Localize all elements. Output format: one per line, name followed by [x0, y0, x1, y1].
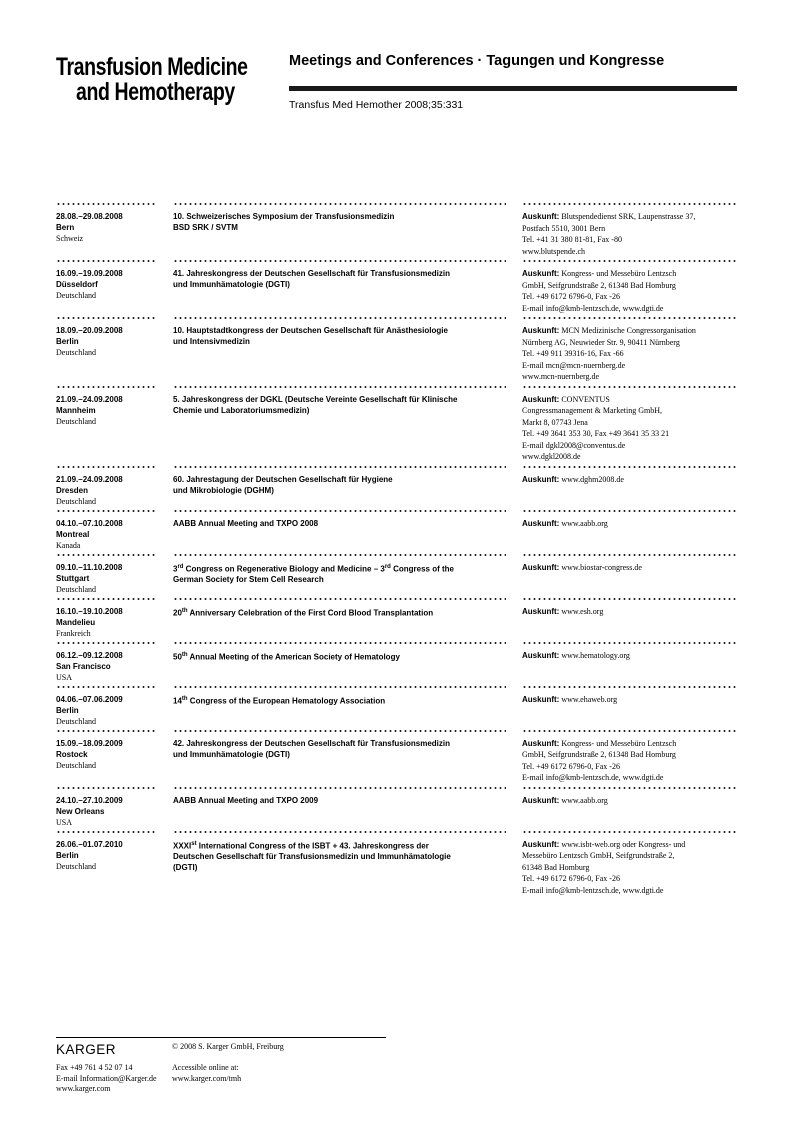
publisher-contact	[56, 1063, 157, 1095]
event-when-where	[56, 325, 173, 383]
publisher-logo: KARGER	[56, 1042, 117, 1057]
event-title-line: und Intensivmedizin	[173, 337, 250, 346]
event-row	[56, 260, 741, 317]
event-city: Stuttgart	[56, 573, 90, 583]
event-title-line: German Society for Stem Cell Research	[173, 575, 324, 585]
event-title	[173, 325, 522, 383]
event-when-where	[56, 839, 173, 897]
event-title-line: 14th Congress of the European Hematology Association	[173, 695, 386, 706]
dotted-separator	[173, 787, 506, 789]
event-row	[56, 686, 741, 730]
event-date: 21.09.–24.09.2008	[56, 394, 123, 404]
contact-text: www.hematology.org	[561, 650, 630, 660]
contact-line	[522, 562, 741, 574]
footer-info	[172, 1042, 284, 1084]
contact-text: MCN Medizinische Congressorganisation	[561, 326, 696, 335]
event-title	[173, 268, 522, 314]
dotted-separator	[522, 203, 738, 205]
contact-line: Tel. +49 6172 6796-0, Fax -26	[522, 761, 620, 771]
event-city: Montreal	[56, 529, 90, 539]
event-when-where	[56, 268, 173, 314]
event-contact	[522, 738, 741, 784]
contact-line: Tel. +49 3641 353 30, Fax +49 3641 35 33 21	[522, 429, 670, 438]
online-label: Accessible online at:	[172, 1063, 239, 1072]
contact-line: E-mail mcn@mcn-nuernberg.de	[522, 360, 626, 370]
event-title-line: 41. Jahreskongress der Deutschen Gesellschaft für Transfusionsmedizin	[173, 269, 450, 278]
dotted-separator	[173, 831, 506, 833]
contact-text: Kongress- und Messebüro Lentzsch	[561, 269, 677, 278]
event-title-line: 60. Jahrestagung der Deutschen Gesellschaft für Hygiene	[173, 474, 393, 484]
online-url[interactable]: www.karger.com/tmh	[172, 1073, 242, 1083]
event-title	[173, 650, 522, 683]
event-when-where	[56, 474, 173, 507]
event-contact	[522, 650, 741, 683]
dotted-separator	[522, 730, 738, 732]
event-city: Berlin	[56, 705, 79, 715]
event-contact	[522, 325, 741, 383]
event-contact	[522, 268, 741, 314]
event-country: Deutschland	[56, 348, 96, 357]
contact-line	[522, 606, 741, 618]
event-country: Deutschland	[56, 760, 96, 770]
event-row	[56, 317, 741, 386]
dotted-separator	[173, 260, 506, 262]
contact-line	[522, 694, 741, 706]
event-title-line: BSD SRK / SVTM	[173, 223, 238, 232]
contact-line	[522, 518, 741, 530]
dotted-separator	[522, 510, 738, 512]
event-row	[56, 642, 741, 686]
event-date: 24.10.–27.10.2009	[56, 795, 123, 805]
dotted-separator	[173, 730, 506, 732]
event-city: Mannheim	[56, 405, 96, 415]
dotted-separator	[522, 642, 738, 644]
event-row	[56, 203, 741, 260]
dotted-separator	[56, 466, 156, 468]
contact-line: Markt 8, 07743 Jena	[522, 417, 588, 427]
journal-logo	[56, 55, 276, 105]
contact-text: Kongress- und Messebüro Lentzsch	[561, 738, 677, 748]
dotted-separator	[56, 686, 156, 688]
contact-line	[522, 839, 741, 851]
citation: Transfus Med Hemother 2008;35:331	[289, 99, 464, 111]
contact-line: 61348 Bad Homburg	[522, 862, 590, 872]
event-contact	[522, 606, 741, 639]
dotted-separator	[522, 466, 738, 468]
logo-line-2: and Hemotherapy	[76, 78, 235, 106]
event-title-line: 10. Hauptstadtkongress der Deutschen Gesellschaft für Anästhesiologie	[173, 326, 448, 335]
dotted-separator	[173, 554, 506, 556]
footer-divider	[56, 1037, 386, 1038]
contact-line: Congressmanagement & Marketing GmbH,	[522, 406, 662, 415]
dotted-separator	[56, 317, 156, 319]
event-city: Bern	[56, 223, 75, 232]
event-when-where	[56, 650, 173, 683]
dotted-separator	[56, 203, 156, 205]
event-country: Deutschland	[56, 291, 96, 300]
dotted-separator	[56, 386, 156, 388]
contact-line: E-mail dgkl2008@conventus.de	[522, 440, 626, 450]
event-title	[173, 694, 522, 727]
event-row	[56, 598, 741, 642]
event-title	[173, 738, 522, 784]
contact-label: Auskunft:	[522, 795, 560, 805]
contact-label: Auskunft:	[522, 474, 560, 484]
publisher-fax: Fax +49 761 4 52 07 14	[56, 1063, 133, 1072]
contact-line	[522, 325, 741, 337]
publisher-email: E-mail Information@Karger.de	[56, 1073, 157, 1083]
event-city: New Orleans	[56, 806, 105, 816]
contact-label: Auskunft:	[522, 269, 560, 278]
event-city: Mandelieu	[56, 617, 96, 627]
dotted-separator	[173, 686, 506, 688]
contact-line: www.blutspende.ch	[522, 246, 586, 256]
event-contact	[522, 474, 741, 507]
dotted-separator	[56, 598, 156, 600]
dotted-separator	[173, 598, 506, 600]
event-row	[56, 787, 741, 831]
event-when-where	[56, 738, 173, 784]
event-when-where	[56, 694, 173, 727]
contact-label: Auskunft:	[522, 518, 560, 528]
dotted-separator	[173, 203, 506, 205]
contact-label: Auskunft:	[522, 326, 560, 335]
event-when-where	[56, 394, 173, 463]
dotted-separator	[56, 642, 156, 644]
event-date: 16.10.–19.10.2008	[56, 606, 123, 616]
contact-line: www.dgkl2008.de	[522, 452, 581, 461]
event-title-line: und Immunhämatologie (DGTI)	[173, 280, 290, 289]
dotted-separator	[173, 386, 506, 388]
event-title-line: 5. Jahreskongress der DGKL (Deutsche Vereinte Gesellschaft für Klinische	[173, 394, 458, 404]
event-row	[56, 554, 741, 598]
event-city: Rostock	[56, 749, 88, 759]
event-when-where	[56, 606, 173, 639]
event-title-line: 42. Jahreskongress der Deutschen Gesellschaft für Transfusionsmedizin	[173, 738, 450, 748]
contact-line: Postfach 5510, 3001 Bern	[522, 223, 606, 233]
header-rule	[289, 86, 737, 91]
contact-line: E-mail info@kmb-lentzsch.de, www.dgti.de	[522, 773, 664, 782]
dotted-separator	[56, 554, 156, 556]
dotted-separator	[522, 386, 738, 388]
event-title-line: 50th Annual Meeting of the American Society of Hematology	[173, 651, 400, 662]
page-title: Meetings and Conferences · Tagungen und Kongresse	[289, 53, 665, 69]
event-title	[173, 839, 522, 897]
event-date: 28.08.–29.08.2008	[56, 212, 123, 221]
contact-text: www.biostar-congress.de	[561, 562, 642, 572]
contact-text: www.isbt-web.org oder Kongress- und	[561, 839, 686, 849]
logo-line-1: Transfusion Medicine	[56, 53, 248, 81]
event-contact	[522, 394, 741, 463]
contact-line: E-mail info@kmb-lentzsch.de, www.dgti.de	[522, 885, 664, 895]
contact-text: www.ehaweb.org	[561, 694, 618, 704]
dotted-separator	[173, 317, 506, 319]
event-contact	[522, 795, 741, 828]
event-contact	[522, 562, 741, 595]
event-country: USA	[56, 672, 73, 682]
contact-text: CONVENTUS	[561, 394, 610, 404]
event-contact	[522, 839, 741, 897]
contact-line	[522, 268, 741, 280]
dotted-separator	[56, 510, 156, 512]
dotted-separator	[522, 787, 738, 789]
dotted-separator	[522, 686, 738, 688]
event-city: Dresden	[56, 485, 89, 495]
event-title	[173, 518, 522, 551]
dotted-separator	[56, 831, 156, 833]
contact-label: Auskunft:	[522, 394, 560, 404]
copyright: © 2008 S. Karger GmbH, Freiburg	[172, 1042, 284, 1051]
event-title	[173, 211, 522, 257]
event-city: Berlin	[56, 850, 79, 860]
event-country: Frankreich	[56, 628, 91, 638]
dotted-separator	[522, 598, 738, 600]
event-title-line: AABB Annual Meeting and TXPO 2009	[173, 795, 319, 805]
publisher-web[interactable]: www.karger.com	[56, 1084, 111, 1093]
dotted-separator	[522, 260, 738, 262]
dotted-separator	[173, 642, 506, 644]
contact-label: Auskunft:	[522, 738, 560, 748]
contact-label: Auskunft:	[522, 212, 560, 221]
dotted-separator	[56, 260, 156, 262]
event-country: USA	[56, 817, 73, 827]
event-when-where	[56, 211, 173, 257]
contact-label: Auskunft:	[522, 562, 560, 572]
event-city: Berlin	[56, 337, 79, 346]
contact-line: Tel. +49 6172 6796-0, Fax -26	[522, 874, 620, 883]
dotted-separator	[522, 317, 738, 319]
contact-line: Tel. +49 911 39316-16, Fax -66	[522, 349, 624, 358]
event-date: 16.09.–19.09.2008	[56, 269, 123, 278]
event-title	[173, 606, 522, 639]
event-row	[56, 466, 741, 510]
event-date: 09.10.–11.10.2008	[56, 562, 123, 572]
dotted-separator	[522, 554, 738, 556]
event-row	[56, 510, 741, 554]
event-title	[173, 795, 522, 828]
event-date: 26.06.–01.07.2010	[56, 839, 123, 849]
contact-label: Auskunft:	[522, 839, 560, 849]
event-title-line: AABB Annual Meeting and TXPO 2008	[173, 518, 319, 528]
event-when-where	[56, 795, 173, 828]
event-title	[173, 562, 522, 595]
event-country: Schweiz	[56, 234, 84, 243]
contact-line: www.mcn-nuernberg.de	[522, 372, 600, 381]
contact-line	[522, 650, 741, 662]
contact-text: www.dghm2008.de	[561, 474, 624, 484]
event-row	[56, 831, 741, 900]
dotted-separator	[56, 730, 156, 732]
event-country: Kanada	[56, 540, 81, 550]
event-country: Deutschland	[56, 416, 96, 426]
event-contact	[522, 211, 741, 257]
event-date: 04.10.–07.10.2008	[56, 518, 123, 528]
event-title-line: 10. Schweizerisches Symposium der Transfusionsmedizin	[173, 212, 395, 221]
event-title-line: Deutschen Gesellschaft für Transfusionsmedizin und Immunhämatologie	[173, 852, 451, 862]
event-row	[56, 730, 741, 787]
event-title	[173, 394, 522, 463]
contact-text: www.aabb.org	[561, 795, 608, 805]
contact-line	[522, 474, 741, 486]
event-title-line: Chemie und Laboratoriumsmedizin)	[173, 405, 310, 415]
event-date: 21.09.–24.09.2008	[56, 474, 123, 484]
event-title	[173, 474, 522, 507]
event-contact	[522, 694, 741, 727]
contact-line	[522, 738, 741, 750]
contact-text: Blutspendedienst SRK, Laupenstrasse 37,	[561, 212, 696, 221]
contact-label: Auskunft:	[522, 650, 560, 660]
contact-line: E-mail info@kmb-lentzsch.de, www.dgti.de	[522, 303, 664, 313]
contact-text: www.aabb.org	[561, 518, 608, 528]
contact-line: Tel. +49 6172 6796-0, Fax -26	[522, 292, 620, 301]
event-city: San Francisco	[56, 661, 111, 671]
contact-line: Nürnberg AG, Neuwieder Str. 9, 90411 Nürnberg	[522, 337, 680, 347]
contact-line: GmbH, Seifgrundstraße 2, 61348 Bad Homburg	[522, 750, 676, 759]
event-country: Deutschland	[56, 716, 96, 726]
event-when-where	[56, 562, 173, 595]
contact-line	[522, 211, 741, 223]
event-row	[56, 386, 741, 466]
event-title-line: und Immunhämatologie (DGTI)	[173, 749, 290, 759]
contact-line: Tel. +41 31 380 81-81, Fax -80	[522, 235, 622, 244]
event-title-line: XXXIst International Congress of the ISBT + 43. Jahreskongress der	[173, 840, 429, 851]
dotted-separator	[522, 831, 738, 833]
event-country: Deutschland	[56, 496, 96, 506]
event-date: 04.06.–07.06.2009	[56, 694, 123, 704]
event-title-line: 20th Anniversary Celebration of the First Cord Blood Transplantation	[173, 607, 434, 618]
contact-line	[522, 394, 741, 406]
contact-line: Messebüro Lentzsch GmbH, Seifgrundstraße 2,	[522, 851, 675, 860]
event-date: 06.12.–09.12.2008	[56, 650, 123, 660]
event-country: Deutschland	[56, 584, 96, 594]
event-title-line: und Mikrobiologie (DGHM)	[173, 485, 274, 495]
contact-label: Auskunft:	[522, 694, 560, 704]
event-city: Düsseldorf	[56, 280, 98, 289]
contact-label: Auskunft:	[522, 606, 560, 616]
events-list	[56, 203, 741, 899]
event-country: Deutschland	[56, 861, 96, 871]
dotted-separator	[173, 466, 506, 468]
event-when-where	[56, 518, 173, 551]
event-title-line: (DGTI)	[173, 863, 198, 873]
contact-text: www.esh.org	[561, 606, 604, 616]
event-contact	[522, 518, 741, 551]
contact-line	[522, 795, 741, 807]
contact-line: GmbH, Seifgrundstraße 2, 61348 Bad Homburg	[522, 280, 676, 290]
dotted-separator	[173, 510, 506, 512]
event-title-line: 3rd Congress on Regenerative Biology and Medicine – 3rd Congress of the	[173, 563, 454, 574]
event-date: 18.09.–20.09.2008	[56, 326, 123, 335]
dotted-separator	[56, 787, 156, 789]
event-date: 15.09.–18.09.2009	[56, 738, 123, 748]
